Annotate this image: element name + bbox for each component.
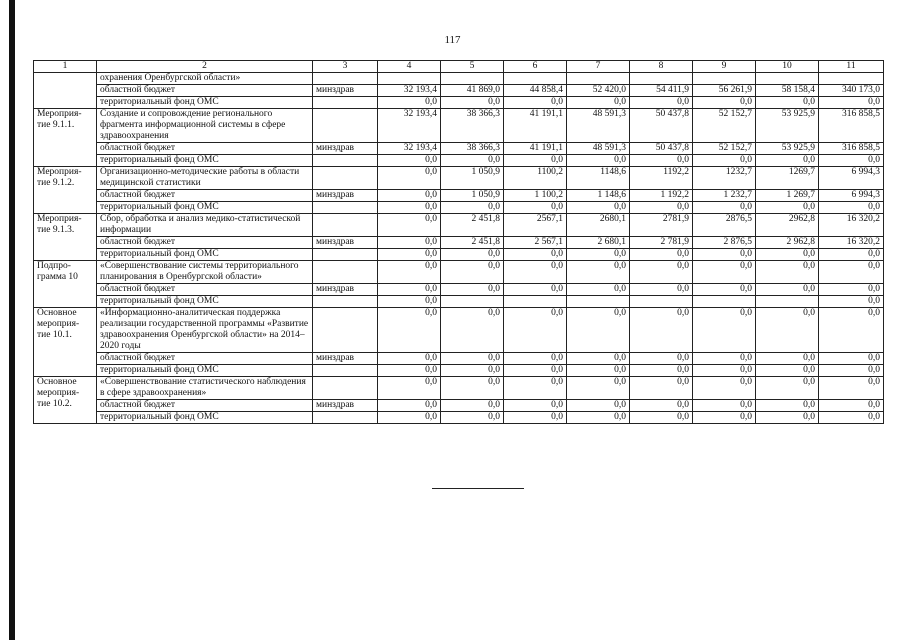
item-name-cell: территориальный фонд ОМС xyxy=(97,365,313,377)
responsible-cell xyxy=(313,73,378,85)
value-cell: 0,0 xyxy=(567,365,630,377)
value-cell: 0,0 xyxy=(630,365,693,377)
table-row xyxy=(34,73,884,85)
column-header: 8 xyxy=(630,61,693,73)
responsible-cell xyxy=(313,167,378,190)
value-cell: 0,0 xyxy=(441,249,504,261)
value-cell: 0,0 xyxy=(819,249,884,261)
value-cell: 0,0 xyxy=(504,261,567,284)
table-row xyxy=(34,400,884,412)
item-name-cell: территориальный фонд ОМС xyxy=(97,412,313,424)
responsible-cell xyxy=(313,249,378,261)
value-cell: 0,0 xyxy=(819,308,884,353)
column-header: 6 xyxy=(504,61,567,73)
value-cell: 0,0 xyxy=(756,400,819,412)
value-cell: 1232,7 xyxy=(693,167,756,190)
value-cell: 316 858,5 xyxy=(819,109,884,143)
value-cell: 0,0 xyxy=(378,308,441,353)
value-cell xyxy=(504,296,567,308)
value-cell: 0,0 xyxy=(378,167,441,190)
value-cell: 54 411,9 xyxy=(630,85,693,97)
responsible-cell: минздрав xyxy=(313,284,378,296)
item-name-cell: областной бюджет xyxy=(97,284,313,296)
item-name-cell: территориальный фонд ОМС xyxy=(97,97,313,109)
value-cell xyxy=(693,73,756,85)
value-cell: 0,0 xyxy=(567,284,630,296)
value-cell: 0,0 xyxy=(504,202,567,214)
value-cell: 0,0 xyxy=(756,97,819,109)
value-cell: 0,0 xyxy=(630,412,693,424)
responsible-cell: минздрав xyxy=(313,85,378,97)
value-cell: 0,0 xyxy=(378,412,441,424)
value-cell: 0,0 xyxy=(378,190,441,202)
value-cell: 32 193,4 xyxy=(378,109,441,143)
value-cell: 0,0 xyxy=(441,353,504,365)
budget-table xyxy=(33,60,884,424)
value-cell: 2781,9 xyxy=(630,214,693,237)
item-name-cell: «Совершенствование системы территориального планирования в Оренбургской области» xyxy=(97,261,313,284)
value-cell: 0,0 xyxy=(693,365,756,377)
responsible-cell xyxy=(313,261,378,284)
end-divider xyxy=(432,488,524,489)
responsible-cell: минздрав xyxy=(313,237,378,249)
value-cell: 53 925,9 xyxy=(756,143,819,155)
table-row xyxy=(34,97,884,109)
value-cell: 0,0 xyxy=(693,155,756,167)
value-cell: 0,0 xyxy=(504,284,567,296)
value-cell: 0,0 xyxy=(567,202,630,214)
value-cell: 0,0 xyxy=(819,202,884,214)
responsible-cell xyxy=(313,296,378,308)
value-cell xyxy=(756,296,819,308)
value-cell: 0,0 xyxy=(441,308,504,353)
table-row xyxy=(34,377,884,400)
value-cell: 0,0 xyxy=(756,377,819,400)
value-cell: 0,0 xyxy=(567,261,630,284)
value-cell xyxy=(567,296,630,308)
value-cell: 0,0 xyxy=(378,249,441,261)
value-cell: 2 567,1 xyxy=(504,237,567,249)
value-cell: 2567,1 xyxy=(504,214,567,237)
value-cell: 6 994,3 xyxy=(819,167,884,190)
value-cell: 0,0 xyxy=(378,97,441,109)
value-cell: 0,0 xyxy=(378,353,441,365)
value-cell: 0,0 xyxy=(567,412,630,424)
value-cell: 0,0 xyxy=(378,202,441,214)
value-cell: 0,0 xyxy=(756,353,819,365)
table-row xyxy=(34,284,884,296)
value-cell: 38 366,3 xyxy=(441,143,504,155)
value-cell: 0,0 xyxy=(378,284,441,296)
table-row xyxy=(34,143,884,155)
value-cell: 2 876,5 xyxy=(693,237,756,249)
value-cell xyxy=(630,296,693,308)
value-cell: 0,0 xyxy=(756,261,819,284)
value-cell: 0,0 xyxy=(441,400,504,412)
item-name-cell: областной бюджет xyxy=(97,85,313,97)
table-row xyxy=(34,214,884,237)
value-cell: 0,0 xyxy=(630,261,693,284)
measure-code-cell: Основное мероприя- тие 10.2. xyxy=(34,377,97,424)
value-cell: 48 591,3 xyxy=(567,109,630,143)
item-name-cell: областной бюджет xyxy=(97,143,313,155)
table-row xyxy=(34,296,884,308)
value-cell: 0,0 xyxy=(378,214,441,237)
item-name-cell: областной бюджет xyxy=(97,237,313,249)
table-row xyxy=(34,365,884,377)
value-cell: 0,0 xyxy=(819,97,884,109)
value-cell xyxy=(441,296,504,308)
value-cell: 0,0 xyxy=(567,377,630,400)
value-cell: 1 050,9 xyxy=(441,167,504,190)
responsible-cell: минздрав xyxy=(313,353,378,365)
value-cell: 0,0 xyxy=(630,353,693,365)
value-cell: 0,0 xyxy=(693,284,756,296)
value-cell: 1148,6 xyxy=(567,167,630,190)
responsible-cell xyxy=(313,377,378,400)
item-name-cell: территориальный фонд ОМС xyxy=(97,155,313,167)
responsible-cell xyxy=(313,202,378,214)
value-cell: 2680,1 xyxy=(567,214,630,237)
value-cell: 52 152,7 xyxy=(693,109,756,143)
table-row xyxy=(34,155,884,167)
value-cell: 1269,7 xyxy=(756,167,819,190)
item-name-cell: «Совершенствование статистического наблюдения в сфере здравоохранения» xyxy=(97,377,313,400)
value-cell: 0,0 xyxy=(819,284,884,296)
value-cell xyxy=(567,73,630,85)
column-header: 9 xyxy=(693,61,756,73)
item-name-cell: территориальный фонд ОМС xyxy=(97,249,313,261)
value-cell: 0,0 xyxy=(567,308,630,353)
value-cell: 1 269,7 xyxy=(756,190,819,202)
value-cell: 0,0 xyxy=(693,308,756,353)
measure-code-cell: Мероприя- тие 9.1.3. xyxy=(34,214,97,261)
value-cell: 2 451,8 xyxy=(441,237,504,249)
value-cell: 0,0 xyxy=(756,308,819,353)
value-cell: 0,0 xyxy=(630,308,693,353)
item-name-cell: Организационно-методические работы в области медицинской статистики xyxy=(97,167,313,190)
column-header: 1 xyxy=(34,61,97,73)
table-row xyxy=(34,190,884,202)
table-row xyxy=(34,237,884,249)
value-cell: 38 366,3 xyxy=(441,109,504,143)
measure-code-cell: Основное мероприя- тие 10.1. xyxy=(34,308,97,377)
value-cell: 0,0 xyxy=(504,155,567,167)
responsible-cell xyxy=(313,109,378,143)
value-cell: 0,0 xyxy=(819,296,884,308)
value-cell: 50 437,8 xyxy=(630,143,693,155)
value-cell: 0,0 xyxy=(378,365,441,377)
table-row xyxy=(34,353,884,365)
value-cell: 0,0 xyxy=(504,97,567,109)
value-cell: 0,0 xyxy=(693,353,756,365)
table-header-row xyxy=(34,61,884,73)
value-cell: 0,0 xyxy=(378,400,441,412)
value-cell: 0,0 xyxy=(819,412,884,424)
value-cell: 1 050,9 xyxy=(441,190,504,202)
table-row xyxy=(34,308,884,353)
table-row xyxy=(34,202,884,214)
value-cell: 0,0 xyxy=(441,377,504,400)
value-cell: 0,0 xyxy=(567,400,630,412)
value-cell: 0,0 xyxy=(378,296,441,308)
value-cell: 0,0 xyxy=(378,261,441,284)
measure-code-cell xyxy=(34,73,97,109)
value-cell: 53 925,9 xyxy=(756,109,819,143)
value-cell: 0,0 xyxy=(567,353,630,365)
value-cell xyxy=(819,73,884,85)
value-cell: 0,0 xyxy=(756,202,819,214)
value-cell: 0,0 xyxy=(630,202,693,214)
measure-code-cell: Мероприя- тие 9.1.2. xyxy=(34,167,97,214)
value-cell: 0,0 xyxy=(441,412,504,424)
value-cell: 2962,8 xyxy=(756,214,819,237)
value-cell: 44 858,4 xyxy=(504,85,567,97)
value-cell: 56 261,9 xyxy=(693,85,756,97)
table-row xyxy=(34,249,884,261)
value-cell: 41 869,0 xyxy=(441,85,504,97)
table-row xyxy=(34,109,884,143)
value-cell: 0,0 xyxy=(630,284,693,296)
item-name-cell: охранения Оренбургской области» xyxy=(97,73,313,85)
value-cell: 0,0 xyxy=(630,377,693,400)
value-cell xyxy=(378,73,441,85)
value-cell: 0,0 xyxy=(819,377,884,400)
value-cell: 6 994,3 xyxy=(819,190,884,202)
column-header: 11 xyxy=(819,61,884,73)
value-cell: 0,0 xyxy=(756,284,819,296)
value-cell: 0,0 xyxy=(819,261,884,284)
page-number: 117 xyxy=(444,34,461,46)
value-cell: 0,0 xyxy=(504,365,567,377)
table-row xyxy=(34,261,884,284)
value-cell: 48 591,3 xyxy=(567,143,630,155)
value-cell: 0,0 xyxy=(504,308,567,353)
column-header: 5 xyxy=(441,61,504,73)
item-name-cell: областной бюджет xyxy=(97,190,313,202)
responsible-cell: минздрав xyxy=(313,400,378,412)
value-cell: 0,0 xyxy=(567,97,630,109)
column-header: 3 xyxy=(313,61,378,73)
value-cell: 2 781,9 xyxy=(630,237,693,249)
value-cell: 2 962,8 xyxy=(756,237,819,249)
responsible-cell xyxy=(313,308,378,353)
value-cell xyxy=(693,296,756,308)
responsible-cell xyxy=(313,214,378,237)
value-cell: 1 192,2 xyxy=(630,190,693,202)
value-cell: 0,0 xyxy=(819,353,884,365)
value-cell: 1 100,2 xyxy=(504,190,567,202)
column-header: 4 xyxy=(378,61,441,73)
measure-code-cell: Подпро- грамма 10 xyxy=(34,261,97,308)
item-name-cell: территориальный фонд ОМС xyxy=(97,296,313,308)
value-cell: 32 193,4 xyxy=(378,85,441,97)
value-cell: 0,0 xyxy=(567,249,630,261)
value-cell xyxy=(441,73,504,85)
column-header: 10 xyxy=(756,61,819,73)
value-cell: 0,0 xyxy=(693,249,756,261)
column-header: 7 xyxy=(567,61,630,73)
value-cell: 0,0 xyxy=(630,400,693,412)
value-cell: 0,0 xyxy=(378,377,441,400)
responsible-cell xyxy=(313,155,378,167)
value-cell: 1100,2 xyxy=(504,167,567,190)
value-cell xyxy=(504,73,567,85)
value-cell: 0,0 xyxy=(693,261,756,284)
item-name-cell: «Информационно-аналитическая поддержка реализации государственной программы «Развитие здравоохранения Оренбургской области» на 2014–2020 годы xyxy=(97,308,313,353)
value-cell: 1192,2 xyxy=(630,167,693,190)
value-cell: 0,0 xyxy=(693,97,756,109)
value-cell: 41 191,1 xyxy=(504,109,567,143)
value-cell: 16 320,2 xyxy=(819,237,884,249)
value-cell: 0,0 xyxy=(567,155,630,167)
value-cell: 0,0 xyxy=(504,377,567,400)
value-cell: 2876,5 xyxy=(693,214,756,237)
value-cell: 0,0 xyxy=(441,202,504,214)
value-cell: 0,0 xyxy=(693,400,756,412)
value-cell: 50 437,8 xyxy=(630,109,693,143)
value-cell: 2 680,1 xyxy=(567,237,630,249)
value-cell: 52 420,0 xyxy=(567,85,630,97)
value-cell: 41 191,1 xyxy=(504,143,567,155)
value-cell: 0,0 xyxy=(441,365,504,377)
value-cell: 1 232,7 xyxy=(693,190,756,202)
value-cell: 2 451,8 xyxy=(441,214,504,237)
value-cell: 58 158,4 xyxy=(756,85,819,97)
item-name-cell: Создание и сопровождение регионального фрагмента информационной системы в сфере здравоохранения xyxy=(97,109,313,143)
value-cell: 52 152,7 xyxy=(693,143,756,155)
value-cell: 0,0 xyxy=(441,284,504,296)
value-cell: 340 173,0 xyxy=(819,85,884,97)
item-name-cell: областной бюджет xyxy=(97,400,313,412)
value-cell: 0,0 xyxy=(693,377,756,400)
value-cell: 0,0 xyxy=(630,155,693,167)
column-header: 2 xyxy=(97,61,313,73)
responsible-cell xyxy=(313,412,378,424)
value-cell: 0,0 xyxy=(693,412,756,424)
value-cell xyxy=(630,73,693,85)
value-cell: 0,0 xyxy=(819,365,884,377)
value-cell: 0,0 xyxy=(504,400,567,412)
value-cell: 0,0 xyxy=(441,261,504,284)
value-cell: 0,0 xyxy=(441,97,504,109)
value-cell: 0,0 xyxy=(630,97,693,109)
responsible-cell xyxy=(313,97,378,109)
value-cell: 0,0 xyxy=(693,202,756,214)
value-cell: 0,0 xyxy=(756,249,819,261)
value-cell: 0,0 xyxy=(756,365,819,377)
value-cell: 0,0 xyxy=(441,155,504,167)
table-row xyxy=(34,167,884,190)
value-cell: 0,0 xyxy=(756,412,819,424)
item-name-cell: областной бюджет xyxy=(97,353,313,365)
responsible-cell: минздрав xyxy=(313,143,378,155)
value-cell: 0,0 xyxy=(378,155,441,167)
value-cell: 0,0 xyxy=(630,249,693,261)
value-cell: 0,0 xyxy=(756,155,819,167)
value-cell: 0,0 xyxy=(819,400,884,412)
value-cell: 16 320,2 xyxy=(819,214,884,237)
measure-code-cell: Мероприя- тие 9.1.1. xyxy=(34,109,97,167)
value-cell: 316 858,5 xyxy=(819,143,884,155)
value-cell: 0,0 xyxy=(504,249,567,261)
responsible-cell: минздрав xyxy=(313,190,378,202)
value-cell xyxy=(756,73,819,85)
page-edge-bar xyxy=(9,0,15,640)
value-cell: 0,0 xyxy=(819,155,884,167)
value-cell: 1 148,6 xyxy=(567,190,630,202)
value-cell: 0,0 xyxy=(378,237,441,249)
value-cell: 0,0 xyxy=(504,412,567,424)
table-row xyxy=(34,412,884,424)
item-name-cell: территориальный фонд ОМС xyxy=(97,202,313,214)
table-body xyxy=(34,73,884,424)
value-cell: 32 193,4 xyxy=(378,143,441,155)
table-row xyxy=(34,85,884,97)
responsible-cell xyxy=(313,365,378,377)
item-name-cell: Сбор, обработка и анализ медико-статистической информации xyxy=(97,214,313,237)
value-cell: 0,0 xyxy=(504,353,567,365)
